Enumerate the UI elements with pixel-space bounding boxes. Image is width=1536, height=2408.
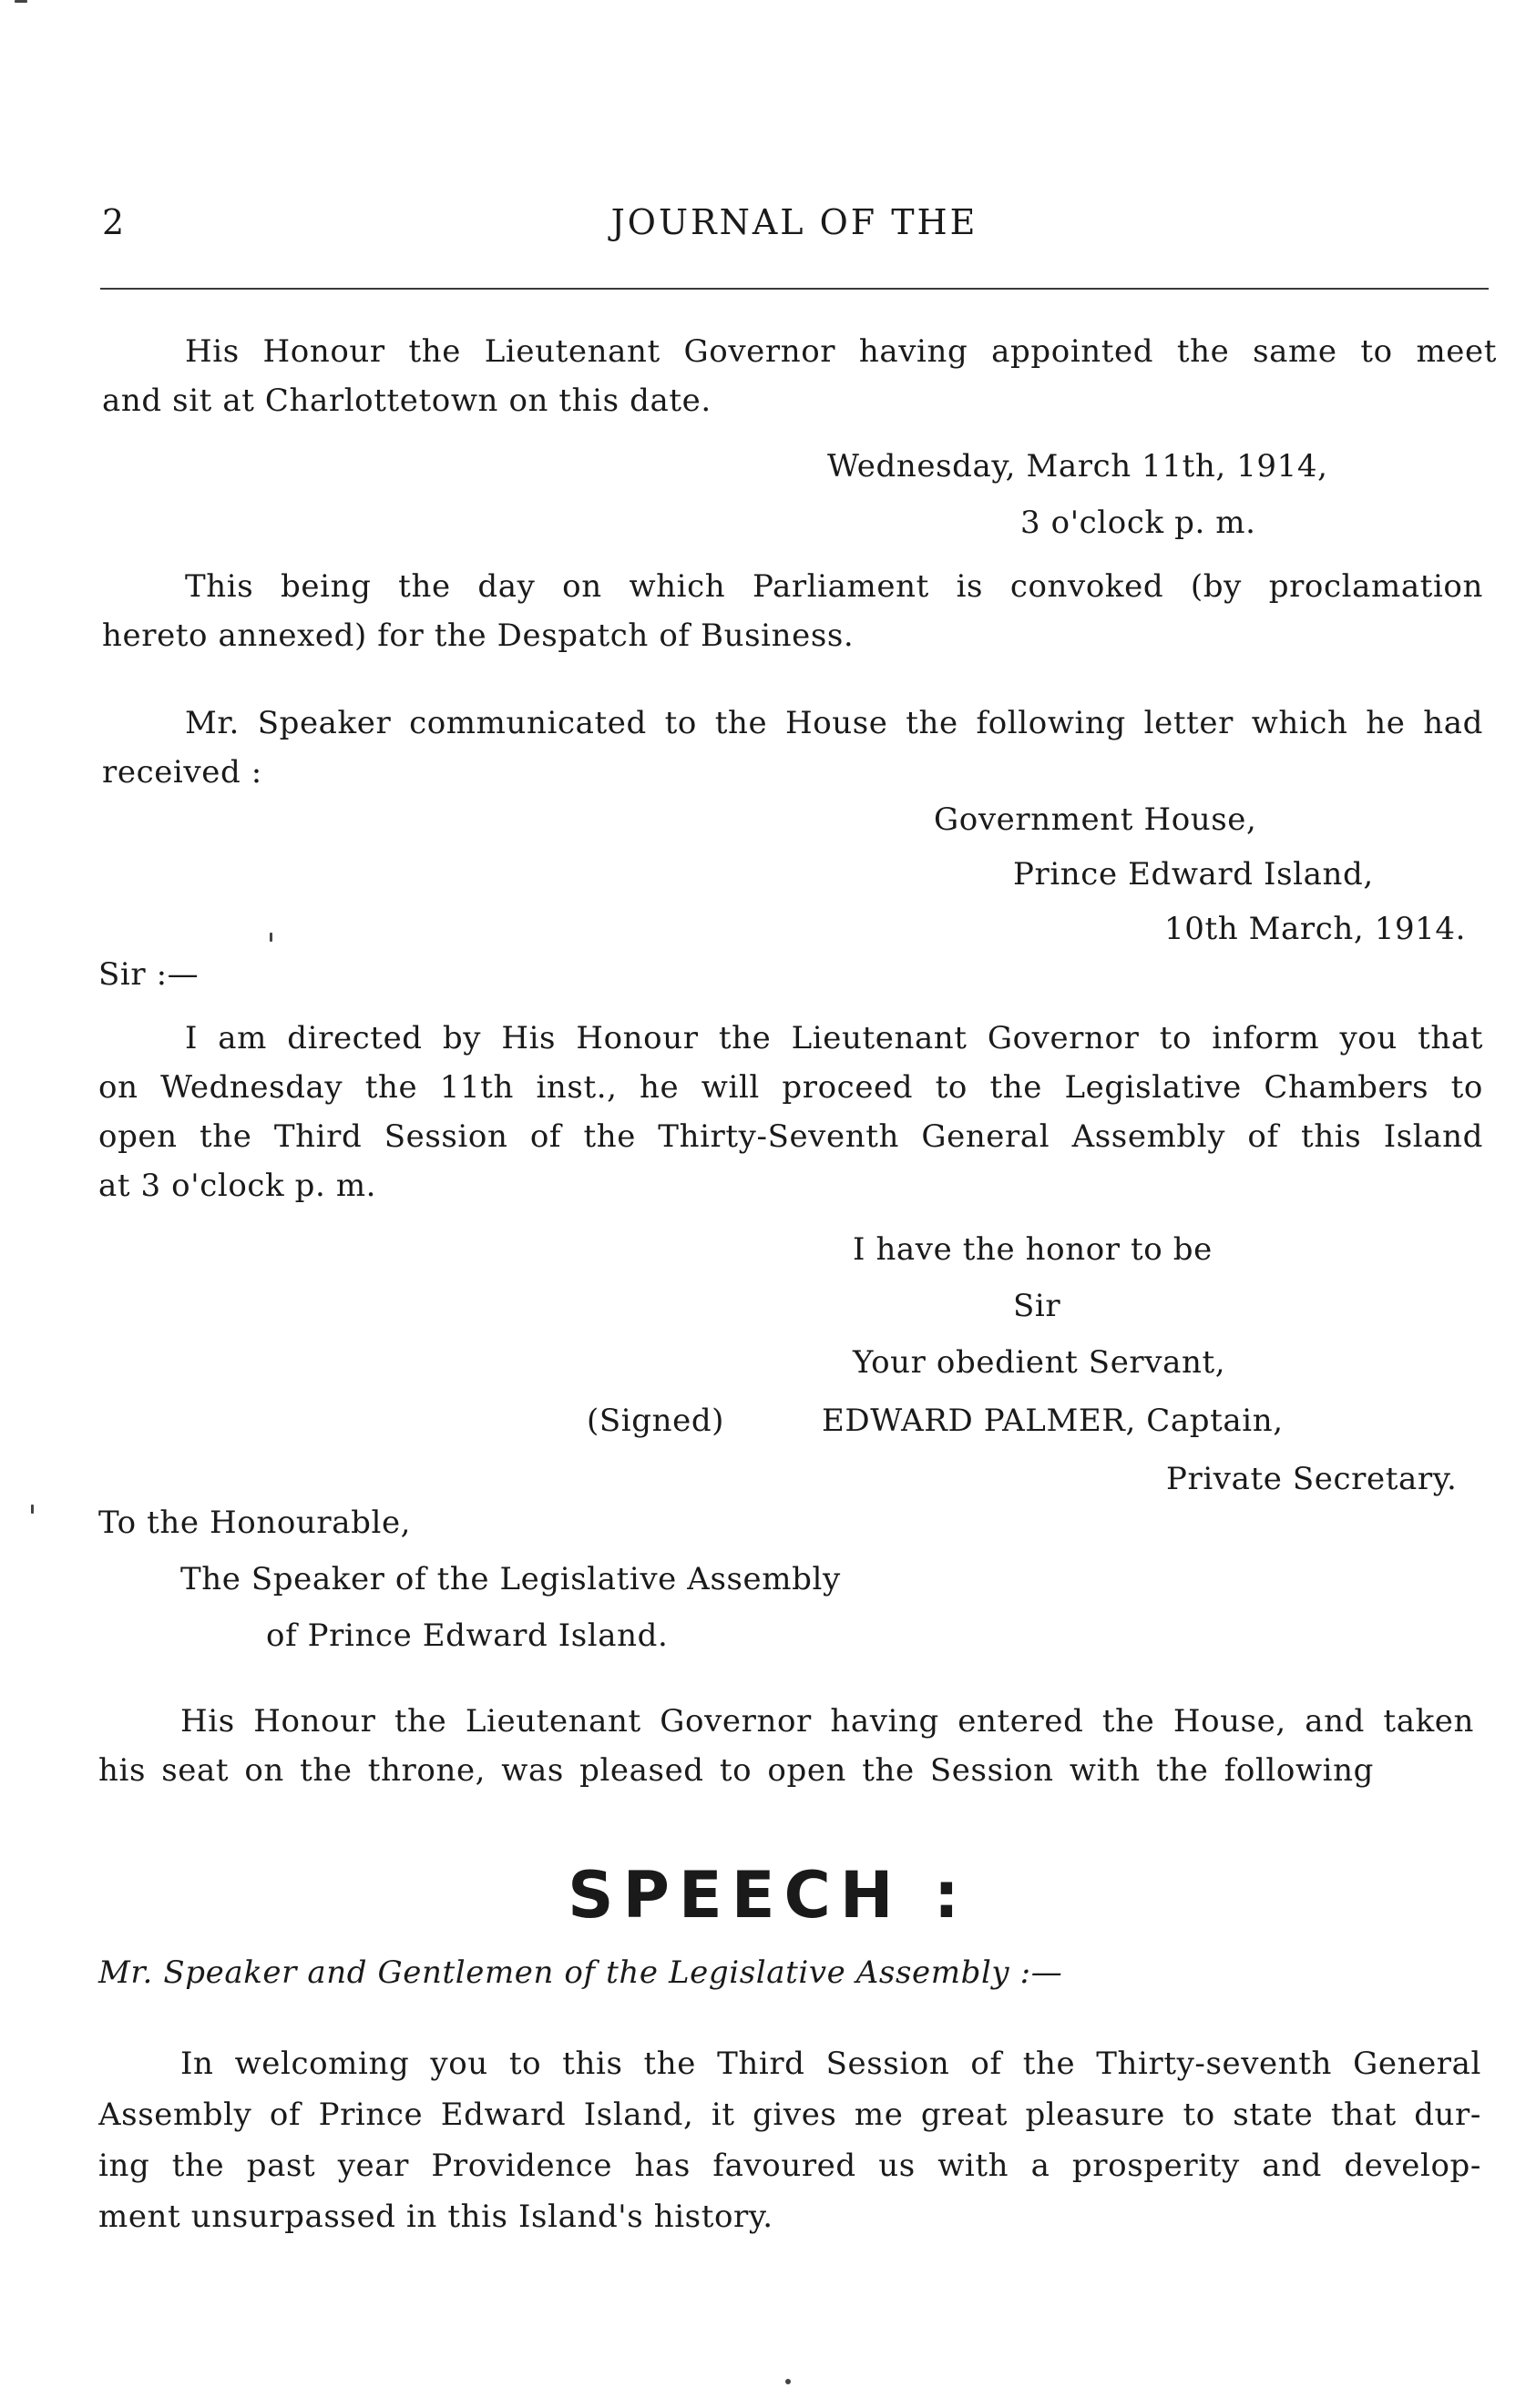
header-rule (100, 288, 1489, 290)
scan-speck (31, 1505, 34, 1514)
signed-label: (Signed) (587, 1403, 725, 1439)
letter-address-line-2: Prince Edward Island, (1013, 856, 1374, 893)
communication-line-2: received : (102, 754, 262, 791)
speech-title: SPEECH : (568, 1858, 968, 1933)
speech-line-4: ment unsurpassed in this Island's history. (98, 2199, 773, 2235)
speech-line-3: ing the past year Providence has favoured us with a prosperity and develop- (98, 2148, 1481, 2184)
convocation-line-2: hereto annexed) for the Despatch of Business. (102, 617, 855, 654)
letter-address-line-3: 10th March, 1914. (1164, 911, 1467, 947)
letter-body-line-1: I am directed by His Honour the Lieutenant Governor to inform you that (185, 1020, 1483, 1056)
letter-body-line-3: open the Third Session of the Thirty-Seventh General Assembly of this Island (98, 1118, 1483, 1155)
letter-address-line-1: Government House, (934, 801, 1257, 838)
signatory-title: Private Secretary. (1166, 1461, 1458, 1497)
dateline-time: 3 o'clock p. m. (1020, 505, 1256, 541)
signatory-name: EDWARD PALMER, Captain, (822, 1403, 1284, 1439)
dateline-date: Wednesday, March 11th, 1914, (827, 448, 1328, 485)
letter-closing-line-1: I have the honor to be (853, 1231, 1213, 1268)
speech-line-1: In welcoming you to this the Third Session of the Thirty-seventh General (180, 2046, 1481, 2082)
page-number: 2 (102, 202, 127, 242)
speech-line-2: Assembly of Prince Edward Island, it gives me great pleasure to state that dur- (98, 2097, 1481, 2133)
letter-body-line-2: on Wednesday the 11th inst., he will proceed to the Legislative Chambers to (98, 1069, 1483, 1106)
convocation-line-1: This being the day on which Parliament is convoked (by proclamation (185, 568, 1483, 605)
letter-closing-line-2: Sir (1013, 1288, 1061, 1324)
letter-body-line-4: at 3 o'clock p. m. (98, 1168, 377, 1204)
scan-speck (785, 2379, 791, 2384)
speech-salutation: Mr. Speaker and Gentlemen of the Legislative Assembly :— (98, 1954, 1063, 1991)
scan-speck (15, 0, 27, 3)
opening-line-1: His Honour the Lieutenant Governor having appointed the same to meet (185, 333, 1497, 370)
addressee-line-3: of Prince Edward Island. (266, 1617, 669, 1654)
communication-line-1: Mr. Speaker communicated to the House the following letter which he had (185, 705, 1483, 741)
running-title: JOURNAL OF THE (610, 202, 978, 242)
addressee-line-2: The Speaker of the Legislative Assembly (180, 1561, 841, 1597)
letter-closing-line-3: Your obedient Servant, (853, 1344, 1226, 1381)
page-header (102, 202, 1487, 253)
opening-line-2: and sit at Charlottetown on this date. (102, 383, 712, 419)
entry-line-1: His Honour the Lieutenant Governor having entered the House, and taken (180, 1703, 1474, 1740)
letter-salutation: Sir :— (98, 956, 200, 993)
entry-line-2: his seat on the throne, was pleased to open the Session with the following (98, 1752, 1374, 1789)
scan-speck (270, 933, 272, 942)
addressee-line-1: To the Honourable, (98, 1505, 412, 1541)
